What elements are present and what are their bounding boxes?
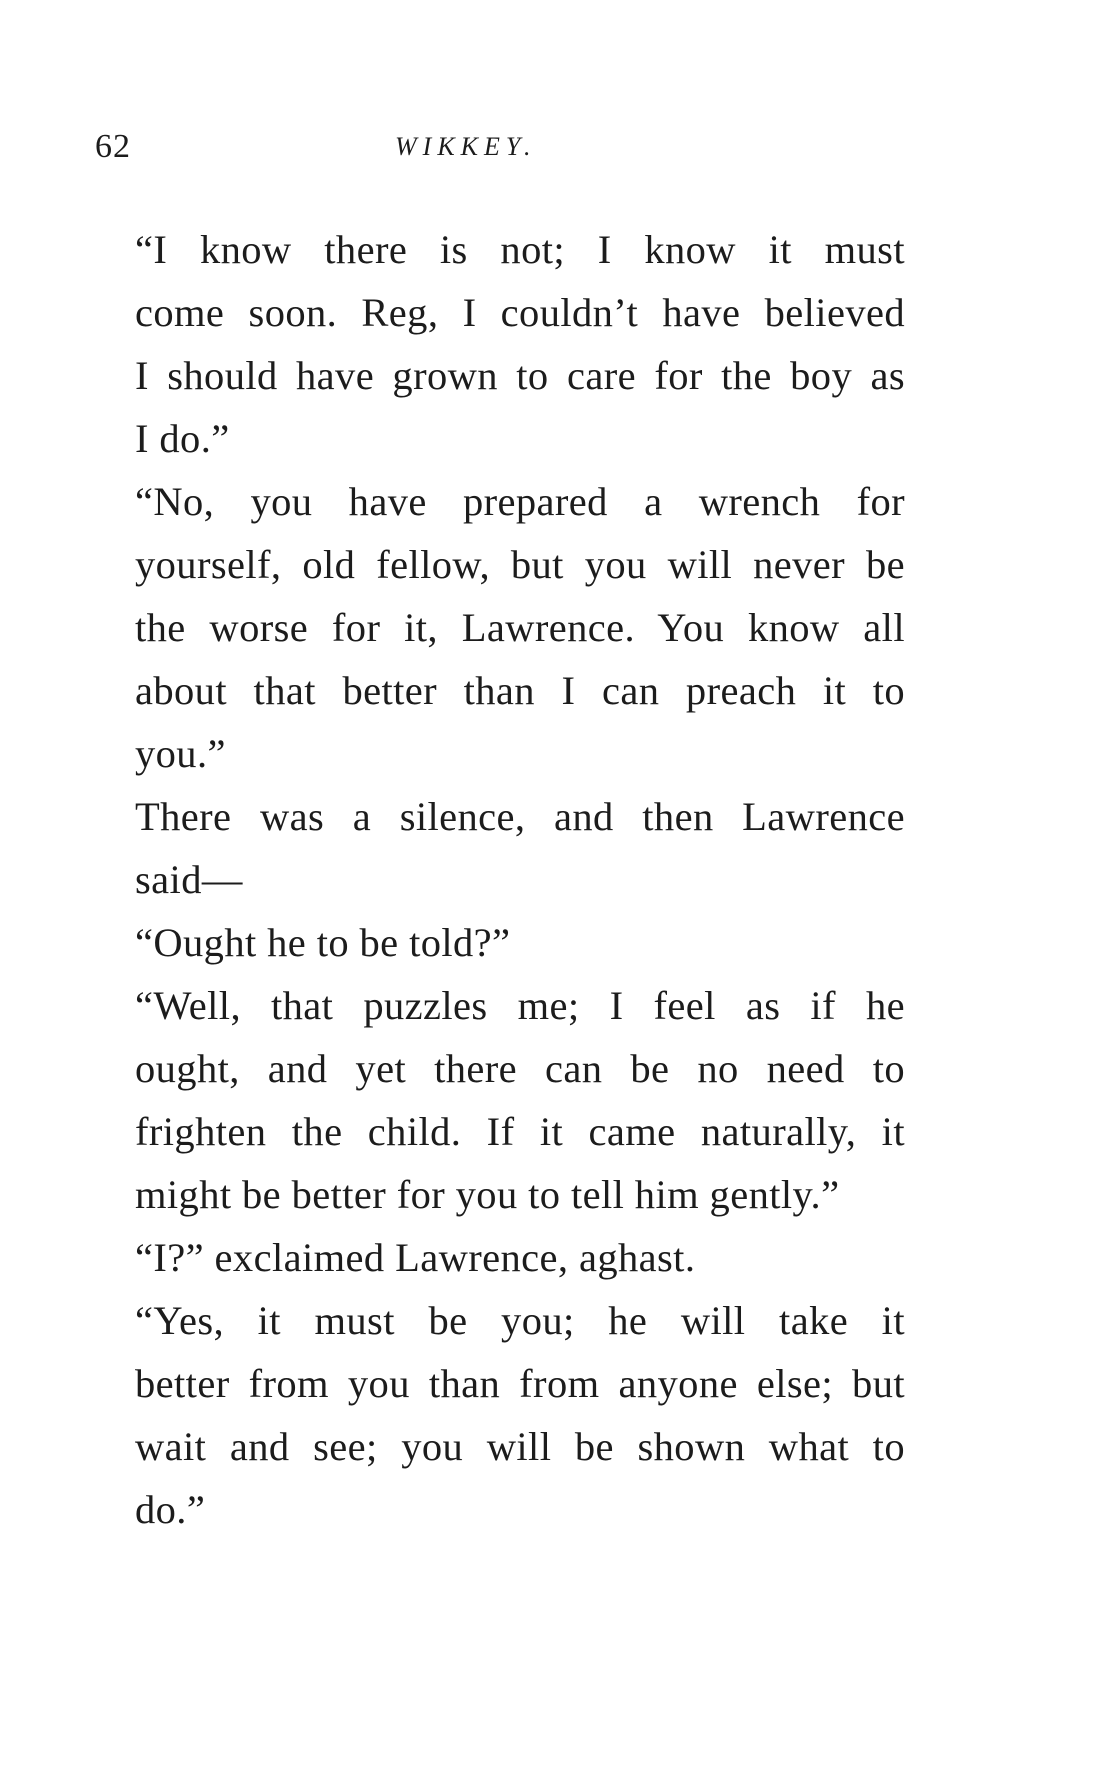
running-head bbox=[95, 128, 905, 168]
paragraph bbox=[95, 1289, 905, 1541]
text-line: “I?” exclaimed Lawrence, aghast. bbox=[135, 1235, 696, 1280]
text-line: “Well, that puzzles me; I feel as if he bbox=[135, 983, 905, 1028]
text-line: I should have grown to care for the boy as bbox=[135, 353, 905, 398]
paragraph bbox=[95, 218, 905, 470]
text-line: better from you than from anyone else; but bbox=[135, 1361, 905, 1406]
text-line: ought, and yet there can be no need to bbox=[135, 1046, 905, 1091]
text-line: do.” bbox=[135, 1487, 206, 1532]
text-line: I do.” bbox=[135, 416, 230, 461]
text-line: come soon. Reg, I couldn’t have believed bbox=[135, 290, 905, 335]
text-line: said— bbox=[135, 857, 243, 902]
text-line: “I know there is not; I know it must bbox=[135, 227, 905, 272]
text-line: wait and see; you will be shown what to bbox=[135, 1424, 905, 1469]
paragraph bbox=[95, 1226, 905, 1289]
text-line: There was a silence, and then Lawrence bbox=[135, 794, 905, 839]
text-line: “No, you have prepared a wrench for bbox=[135, 479, 905, 524]
running-title: WIKKEY. bbox=[395, 132, 537, 161]
text-line: about that better than I can preach it to bbox=[135, 668, 905, 713]
text-line: might be better for you to tell him gently.” bbox=[135, 1172, 840, 1217]
text-line: “Yes, it must be you; he will take it bbox=[135, 1298, 905, 1343]
paragraph bbox=[95, 470, 905, 785]
body-text bbox=[95, 218, 905, 1541]
page-number: 62 bbox=[95, 128, 131, 165]
paragraph bbox=[95, 974, 905, 1226]
text-line: frighten the child. If it came naturally, it bbox=[135, 1109, 905, 1154]
text-line: you.” bbox=[135, 731, 226, 776]
paragraph bbox=[95, 785, 905, 911]
text-line: the worse for it, Lawrence. You know all bbox=[135, 605, 905, 650]
paragraph bbox=[95, 911, 905, 974]
text-line: “Ought he to be told?” bbox=[135, 920, 511, 965]
text-line: yourself, old fellow, but you will never be bbox=[135, 542, 905, 587]
